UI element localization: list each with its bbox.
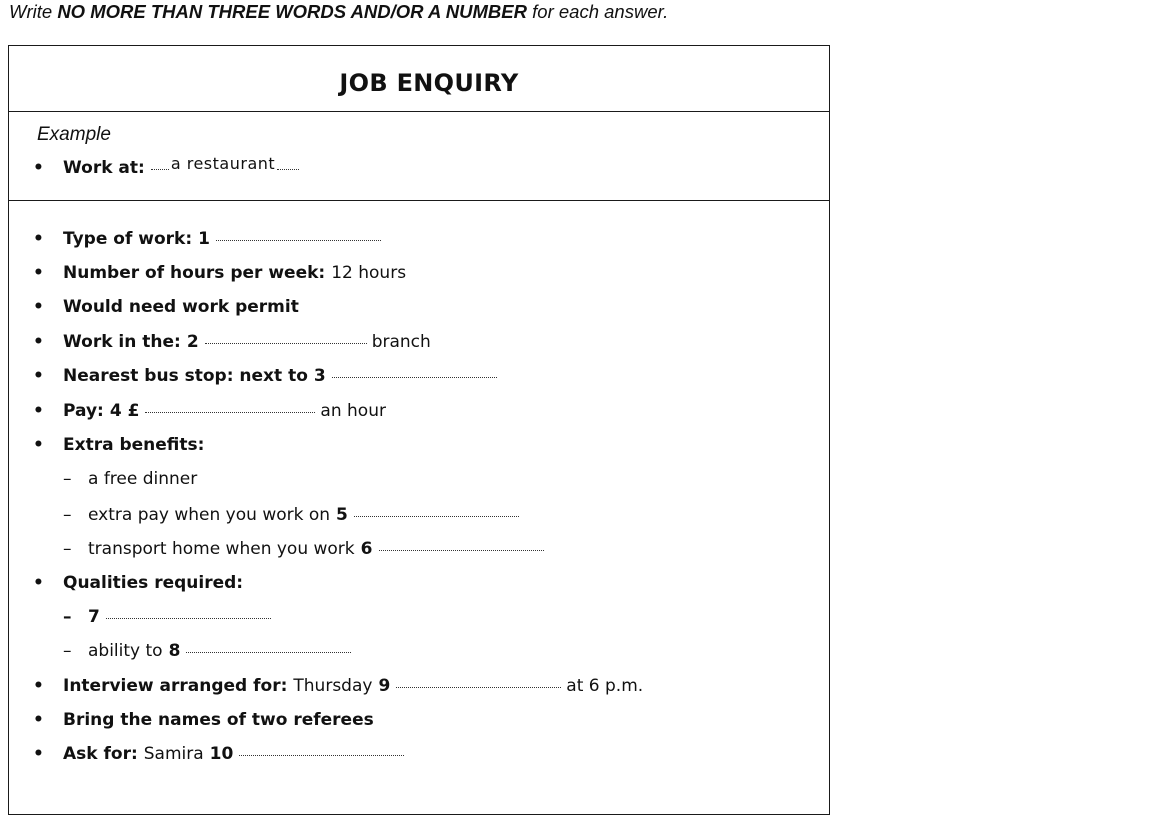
bullet-icon: • <box>33 332 44 352</box>
form-header <box>9 46 829 112</box>
instruction-suffix: for each answer. <box>527 1 669 22</box>
example-item-label: Work at: <box>63 158 145 178</box>
item-value: Samira <box>143 744 204 764</box>
item-value: Thursday <box>293 676 373 696</box>
item-after: an hour <box>320 401 386 421</box>
question-number: 10 <box>209 744 234 764</box>
question-number: 4 £ <box>109 401 140 421</box>
answer-blank-7[interactable] <box>106 618 271 619</box>
form-title: JOB ENQUIRY <box>339 68 519 97</box>
question-number: 6 <box>360 539 373 559</box>
question-number: 3 <box>313 366 326 386</box>
example-label: Example <box>37 124 111 145</box>
sub-item-text: extra pay when you work on <box>88 505 331 525</box>
bullet-icon: • <box>33 710 44 730</box>
answer-blank-6[interactable] <box>379 550 544 551</box>
question-number: 1 <box>198 229 210 249</box>
question-number: 8 <box>168 641 181 661</box>
sub-item-text: ability to <box>88 641 163 661</box>
example-answer: a restaurant <box>170 154 276 173</box>
question-number: 5 <box>336 505 348 525</box>
answer-blank-8[interactable] <box>186 652 351 653</box>
item-label: Would need work permit <box>63 297 299 317</box>
bullet-icon: • <box>33 744 44 764</box>
dash-icon: – <box>63 505 72 525</box>
item-label: Ask for: <box>63 744 138 764</box>
bullet-icon: • <box>33 158 44 178</box>
answer-blank-3[interactable] <box>332 377 497 378</box>
item-after: branch <box>371 332 431 352</box>
answer-blank-4[interactable] <box>145 412 315 413</box>
instruction-prefix: Write <box>9 1 58 22</box>
answer-blank-1[interactable] <box>216 240 381 241</box>
item-label: Number of hours per week: <box>63 263 326 283</box>
bullet-icon: • <box>33 229 44 249</box>
bullet-icon: • <box>33 297 44 317</box>
sub-item-text: a free dinner <box>88 469 198 489</box>
example-section <box>9 112 829 201</box>
item-label: Extra benefits: <box>63 435 205 455</box>
dash-icon: – <box>63 607 72 627</box>
item-label: Qualities required: <box>63 573 244 593</box>
bullet-icon: • <box>33 573 44 593</box>
item-label: Work in the: <box>63 332 181 352</box>
item-label: Type of work: <box>63 229 193 249</box>
bullet-icon: • <box>33 401 44 421</box>
job-enquiry-form <box>8 45 830 815</box>
item-label: Pay: <box>63 401 104 421</box>
answer-blank-9[interactable] <box>396 687 561 688</box>
bullet-icon: • <box>33 263 44 283</box>
sub-item-text: transport home when you work <box>88 539 355 559</box>
item-label: Bring the names of two referees <box>63 710 374 730</box>
item-after: at 6 p.m. <box>566 676 644 696</box>
answer-blank-lead <box>151 169 169 170</box>
bullet-icon: • <box>33 676 44 696</box>
question-number: 2 <box>186 332 199 352</box>
instruction-emphasis: NO MORE THAN THREE WORDS AND/OR A NUMBER <box>57 1 527 22</box>
item-value: 12 hours <box>331 263 407 283</box>
dash-icon: – <box>63 539 72 559</box>
item-label: Interview arranged for: <box>63 676 288 696</box>
question-number: 9 <box>378 676 391 696</box>
item-label: Nearest bus stop: next to <box>63 366 308 386</box>
answer-blank-5[interactable] <box>354 516 519 517</box>
answer-blank-10[interactable] <box>239 755 404 756</box>
bullet-icon: • <box>33 366 44 386</box>
answer-blank-2[interactable] <box>205 343 367 344</box>
answer-blank-tail <box>277 169 299 170</box>
instruction-text <box>9 1 668 23</box>
question-number: 7 <box>88 607 100 627</box>
dash-icon: – <box>63 469 72 489</box>
bullet-icon: • <box>33 435 44 455</box>
dash-icon: – <box>63 641 72 661</box>
